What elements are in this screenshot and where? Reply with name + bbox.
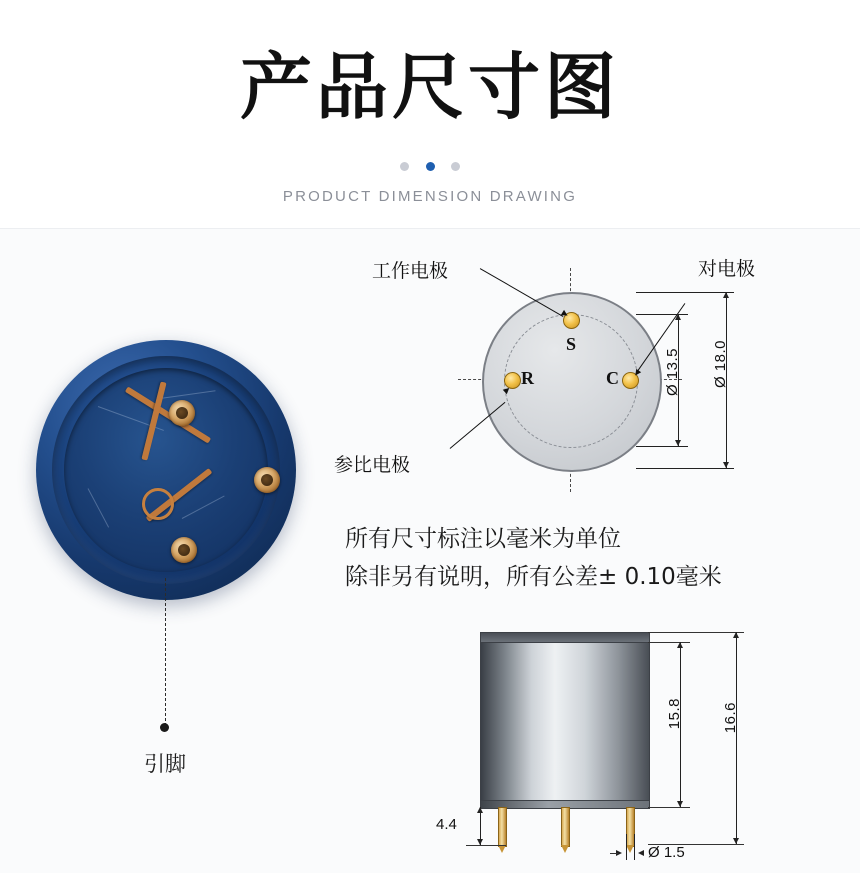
dim-text-pin-diameter: Ø 1.5	[648, 844, 685, 861]
dim-ext-158-top	[648, 642, 690, 643]
dim-text-pin-pitch: 4.4	[436, 816, 457, 833]
carousel-dot-1[interactable]	[400, 162, 409, 171]
dim-text-body-height: 15.8	[666, 698, 683, 730]
dim-ext-15-right	[634, 834, 635, 860]
dim-arrow-166-bottom	[733, 838, 739, 844]
sensor-photo	[36, 340, 296, 600]
carousel-dot-2[interactable]	[426, 162, 435, 171]
dim-ext-158-bottom	[648, 807, 690, 808]
page-title: 产品尺寸图	[239, 45, 620, 129]
side-pin-left	[498, 807, 507, 847]
dim-text-outer-diameter: Ø 18.0	[712, 340, 729, 389]
electrode-label-c: C	[606, 368, 619, 388]
dim-ext-44-bottom	[466, 845, 506, 846]
dim-arrow-158-bottom	[677, 801, 683, 807]
carousel-dot-3[interactable]	[451, 162, 460, 171]
dim-ext-15-left	[626, 834, 627, 860]
page-subtitle: PRODUCT DIMENSION DRAWING	[282, 188, 578, 205]
surface-scratch	[182, 496, 225, 519]
dim-ext-line-180-top	[636, 292, 734, 293]
dim-arrow-44-top	[477, 807, 483, 813]
dim-ext-15-lead	[610, 853, 618, 854]
dim-ext-line-180-bottom	[636, 468, 734, 469]
callout-working-electrode: 工作电极	[372, 260, 449, 282]
sensor-pin-top	[169, 400, 195, 426]
sensor-pin-bottom	[171, 537, 197, 563]
callout-reference-electrode: 参比电极	[334, 454, 411, 476]
surface-scratch	[88, 488, 110, 527]
side-view-drawing	[430, 620, 830, 870]
sensor-pin-right	[254, 467, 280, 493]
dim-arrow-180-bottom	[723, 462, 729, 468]
carousel-dots[interactable]	[0, 158, 860, 176]
page-header	[0, 0, 860, 228]
dimension-notes	[345, 520, 825, 596]
sensor-can-body	[480, 642, 650, 802]
surface-scratch	[160, 390, 216, 399]
dim-text-inner-diameter: Ø 13.5	[664, 348, 681, 397]
electrode-label-r: R	[521, 368, 534, 388]
callout-counter-electrode: 对电极	[698, 258, 756, 280]
pin-callout-dot	[160, 723, 169, 732]
dim-arrow-180-top	[723, 292, 729, 298]
note-line-1: 所有尺寸标注以毫米为单位	[345, 526, 621, 552]
dim-text-total-height: 16.6	[722, 702, 739, 734]
dim-arrow-15-right	[638, 850, 644, 856]
dim-ext-166-top	[648, 632, 744, 633]
side-pin-center	[561, 807, 570, 847]
dim-arrow-135-bottom	[675, 440, 681, 446]
note-line-2: 除非另有说明，所有公差± 0.10毫米	[345, 564, 722, 590]
dim-arrow-158-top	[677, 642, 683, 648]
dim-arrow-166-top	[733, 632, 739, 638]
pin-callout-label: 引脚	[144, 752, 186, 776]
dim-line-166	[736, 632, 737, 844]
dim-ext-line-135-bottom	[636, 446, 688, 447]
pin-callout-line	[165, 578, 166, 726]
copper-wire-loop	[142, 488, 174, 520]
sensor-inner-cavity	[64, 368, 268, 572]
dim-arrow-135-top	[675, 314, 681, 320]
top-view-drawing	[334, 258, 840, 512]
electrode-label-s: S	[566, 334, 577, 354]
